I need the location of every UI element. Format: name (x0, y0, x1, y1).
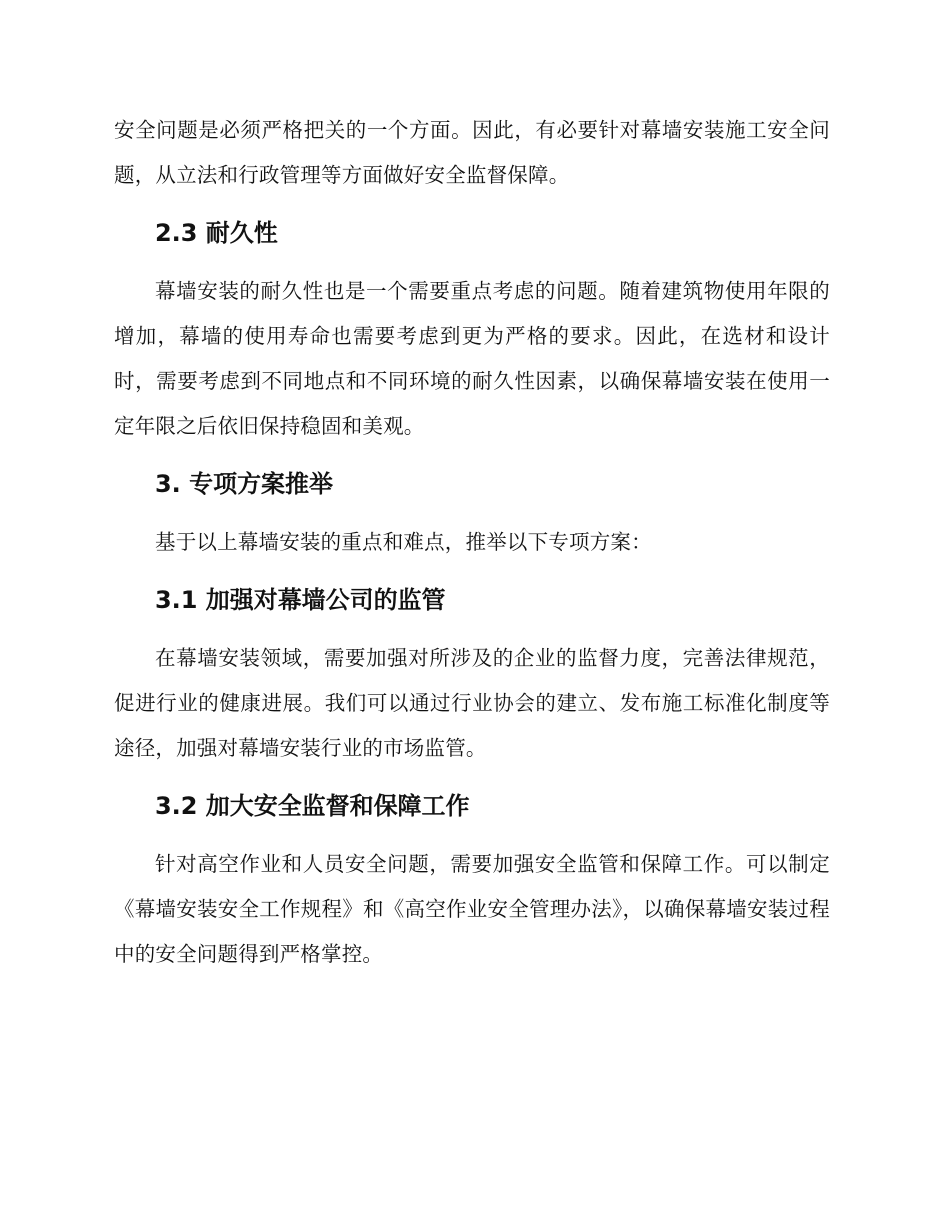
paragraph-durability: 幕墙安装的耐久性也是一个需要重点考虑的问题。随着建筑物使用年限的增加，幕墙的使用寿命也需要考虑到更为严格的要求。因此，在选材和设计时，需要考虑到不同地点和不同环境的耐久性因素，以确保幕墙安装在使用一定年限之后依旧保持稳固和美观。 (114, 279, 830, 438)
heading-3-2: 3.2 加大安全监督和保障工作 (155, 792, 470, 820)
document-body (114, 108, 830, 977)
heading-2-3: 2.3 耐久性 (155, 219, 278, 247)
paragraph-safety-intro: 安全问题是必须严格把关的一个方面。因此，有必要针对幕墙安装施工安全问题，从立法和行政管理等方面做好安全监督保障。 (114, 118, 830, 187)
paragraph-safety-work: 针对高空作业和人员安全问题，需要加强安全监管和保障工作。可以制定《幕墙安装安全工作规程》和《高空作业安全管理办法》，以确保幕墙安装过程中的安全问题得到严格掌控。 (114, 852, 830, 966)
paragraph-proposal-intro: 基于以上幕墙安装的重点和难点，推举以下专项方案： (155, 530, 652, 554)
paragraph-supervision: 在幕墙安装领域，需要加强对所涉及的企业的监督力度，完善法律规范，促进行业的健康进展。我们可以通过行业协会的建立、发布施工标准化制度等途径，加强对幕墙安装行业的市场监管。 (114, 646, 830, 760)
heading-3-1: 3.1 加强对幕墙公司的监管 (155, 586, 446, 614)
heading-3: 3. 专项方案推举 (155, 470, 333, 498)
